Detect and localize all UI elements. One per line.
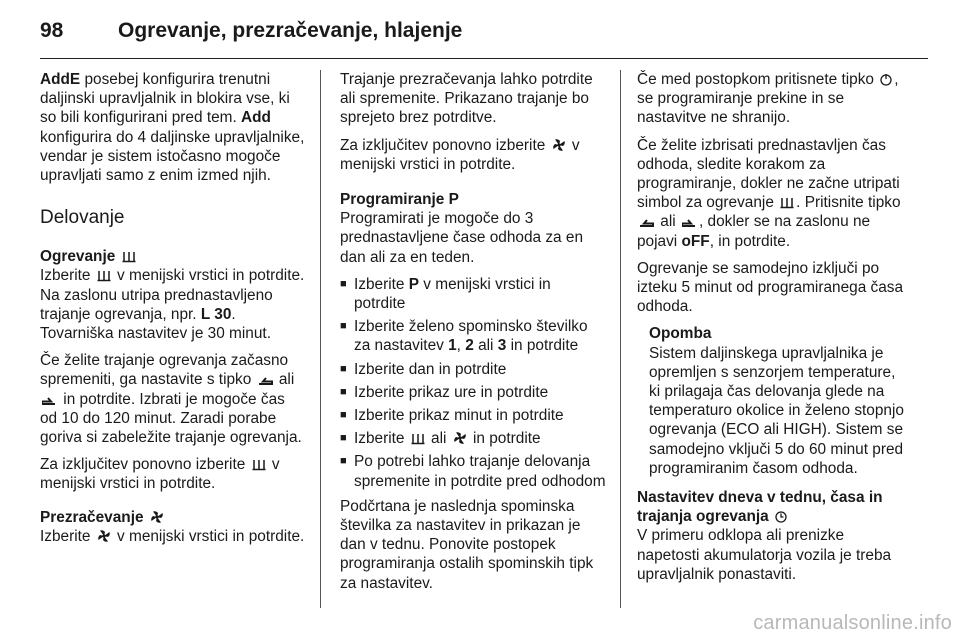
heating-icon [252,457,266,471]
note-text: Sistem daljinskega upravljalnika je opremljen s senzorjem temperature, ki prilagaja čas delovanja glede na temperaturo okolice in želeno stopnjo ogrevanja (ECO ali HIGH). Sistem se samodejno vključi 5 do 60 minut pred programiranim časom odhoda. [649,344,904,477]
text: Izberite [354,430,409,448]
bold-term: AddE [40,71,81,88]
clock-icon [775,510,787,523]
column-2 [340,70,606,601]
list-item [340,275,606,313]
subsection-label: Nastavitev dneva v tednu, časa in trajanja ogrevanja [637,489,883,526]
bold-term: oFF [681,232,710,250]
bold-term: Add [241,109,271,127]
section-title: Delovanje [40,207,125,229]
text: . Tovarniška nastavitev je 30 minut. [40,305,271,343]
text: . Pritisnite tipko [796,194,901,212]
fan-icon [150,510,164,524]
text: , dokler se na zaslonu ne pojavi [637,213,871,250]
list-item [340,317,606,355]
text: v menijski vrstici in potrdite. [340,136,580,173]
column-3 [637,70,905,592]
bold-term: P [408,275,420,293]
paragraph: V primeru odklopa ali prenizke napetosti akumulatorja vozila je treba upravljalnik ponastaviti. [637,527,892,583]
text: in potrdite [506,337,579,355]
subsection-label: Ogrevanje [40,248,116,266]
text: Če želite trajanje ogrevanja začasno spremeniti, ga nastavite s tipko [40,352,289,389]
text: , se programiranje prekine in se nastavitve ne shranijo. [637,71,899,127]
fan-icon [97,529,111,543]
text: v menijski vrstici in potrdite. [112,527,305,545]
page-header [40,14,928,48]
text: Izberite [40,267,95,285]
text: Za izključitev ponovno izberite [40,456,250,474]
list-item: ■ Izberite prikaz ure in potrdite [340,383,606,402]
paragraph [40,455,306,493]
list-item [340,429,606,448]
subsection-title: Programiranje P [340,191,459,209]
text: , [456,337,466,355]
note-title: Opomba [649,325,712,343]
text: ali [473,337,498,355]
text: v menijski vrstici in potrdite. Na zaslonu utripa prednastavljeno trajanje ogrevanja, npr. [40,267,305,323]
text: konfigurira do 4 daljinske upravljalnike, vendar je sistem istočasno mogoče upravljati samo z enim izmed njih. [40,128,305,185]
paragraph: Trajanje prezračevanja lahko potrdite ali spremenite. Prikazano trajanje bo sprejeto brez potrditve. [340,71,593,127]
bold-term: 2 [465,337,474,355]
bold-term: L 30 [200,305,232,323]
text: ali [426,430,451,448]
text: , in potrdite. [709,232,791,250]
text: v menijski vrstici in potrdite. [40,456,280,493]
list-item: ■ Izberite dan in potrdite [340,360,606,379]
paragraph [40,527,306,546]
text: in potrdite. Izbrati je mogoče čas od 10 do 120 minut. Zaradi porabe goriva si zabeležite trajanje ogrevanja. [40,390,302,447]
text: Če med postopkom pritisnete tipko [637,71,879,88]
subsection-title [40,508,306,527]
list-item: ■ Po potrebi lahko trajanje delovanja spremenite in potrdite pred odhodom [340,452,606,490]
heating-icon [411,431,425,445]
paragraph: Ogrevanje se samodejno izključi po izteku 5 minut od programiranega časa odhoda. [637,259,904,316]
watermark: carmanualsonline.info [753,612,952,634]
subsection-title [637,488,905,526]
heating-icon [97,268,111,282]
header-rule [40,58,928,59]
note-box [637,324,905,478]
step-list [340,275,606,491]
text: Izberite [40,527,95,545]
text: ali [656,213,680,231]
left-arrow-icon [258,376,273,386]
column-1 [40,70,306,554]
paragraph [40,351,306,447]
paragraph: Programirati je mogoče do 3 prednastavljene čase odhoda za en dan ali za en teden. [340,210,584,266]
text: v menijski vrstici in potrdite [354,275,551,313]
paragraph [637,136,905,251]
fan-icon [552,138,566,152]
right-arrow-icon [682,218,697,228]
bold-term: 3 [497,337,507,355]
heating-icon [780,195,794,209]
column-divider [620,70,621,608]
text: posebej konfigurira trenutni daljinski upravljalnik in blokira vse, ki so bili konfigurirani pred tem. [40,71,290,127]
text: Če želite izbrisati prednastavljen čas odhoda, sledite korakom za programiranje, dokler ne začne utripati simbol za ogrevanje [637,136,900,212]
column-divider [320,70,321,608]
bold-term: 1 [448,337,457,355]
text: ali [274,371,295,389]
right-arrow-icon [42,396,57,406]
paragraph [340,136,606,174]
page-title: Ogrevanje, prezračevanje, hlajenje [118,19,463,42]
list-item: ■ Izberite prikaz minut in potrdite [340,406,606,425]
subsection-label: Prezračevanje [40,508,144,526]
text: in potrdite [468,430,541,448]
subsection-title [40,247,306,266]
paragraph [40,70,306,185]
fan-icon [453,431,467,445]
paragraph [637,70,905,128]
text: Za izključitev ponovno izberite [340,136,550,154]
paragraph [40,266,306,343]
text: Izberite [354,275,409,293]
heating-icon [122,249,136,263]
text: Izberite želeno spominsko številko za nastavitev [354,318,588,355]
paragraph: Podčrtana je naslednja spominska številka za nastavitev in prikazan je dan v tednu. Ponovite postopek programiranja ostalih spominskih tipk za nastavitev. [340,497,594,592]
left-arrow-icon [639,218,654,228]
page-number: 98 [40,19,64,42]
power-icon [880,73,892,86]
